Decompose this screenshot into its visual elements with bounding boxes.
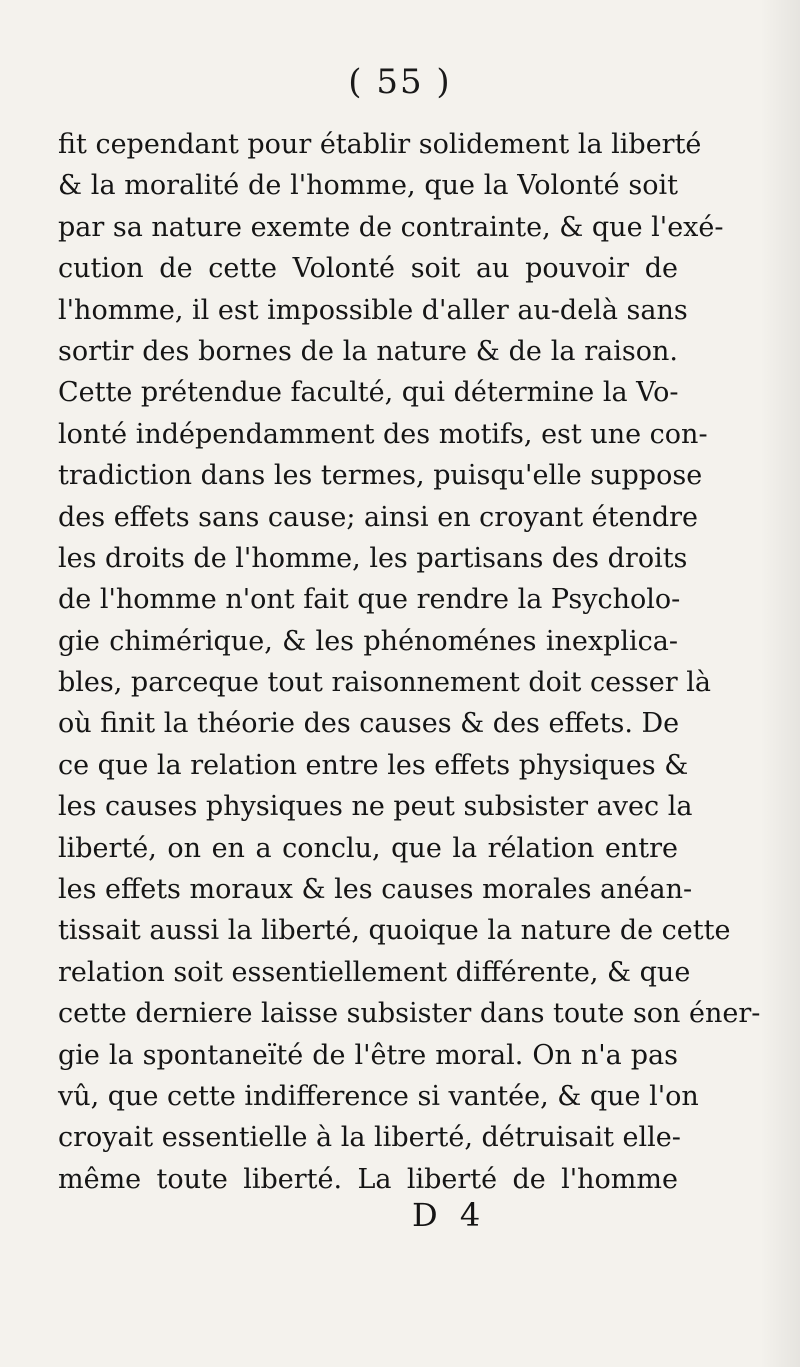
body-text [58,124,761,1200]
text-line: les droits de l'homme, les partisans des droits [58,542,688,574]
text-line: sortir des bornes de la nature & de la raison. [58,335,678,367]
page-number: ( 55 ) [348,62,452,102]
text-line: vû, que cette indifference si vantée, & que l'on [58,1080,699,1112]
text-line: fit cependant pour établir solidement la liberté [58,129,702,160]
text-line: lonté indépendamment des motifs, est une con- [58,418,708,450]
text-line: où finit la théorie des causes & des effets. De [58,708,680,740]
text-line: cette derniere laisse subsister dans toute son éner- [58,998,761,1030]
text-line: relation soit essentiellement différente, & que [58,956,691,988]
text-line: ce que la relation entre les effets physiques & [58,749,689,781]
text-line: liberté, on en a conclu, que la rélation entre [58,832,678,864]
text-line: gie chimérique, & les phénoménes inexplica- [58,625,678,657]
text-line: gie la spontaneïté de l'être moral. On n'a pas [58,1039,678,1071]
page-edge-shadow [760,0,800,1367]
text-line: & la moralité de l'homme, que la Volonté soit [58,170,678,202]
text-line: les effets moraux & les causes morales anéan- [58,874,693,906]
text-line: de l'homme n'ont fait que rendre la Psycholo- [58,584,681,616]
text-line: les causes physiques ne peut subsister avec la [58,791,693,823]
text-line: tissait aussi la liberté, quoique la nature de cette [58,915,731,947]
text-line: l'homme, il est impossible d'aller au-delà sans [58,294,688,326]
text-line: cution de cette Volonté soit au pouvoir de [58,253,678,285]
text-line: des effets sans cause; ainsi en croyant étendre [58,501,698,533]
signature-mark: D 4 [412,1196,487,1234]
text-line: par sa nature exemte de contrainte, & que l'exé- [58,211,724,243]
text-line: même toute liberté. La liberté de l'homme [58,1163,678,1195]
text-line: tradiction dans les termes, puisqu'elle suppose [58,460,703,492]
text-line: bles, parceque tout raisonnement doit cesser là [58,667,711,699]
text-line: Cette prétendue faculté, qui détermine la Vo- [58,377,679,409]
text-line: croyait essentielle à la liberté, détruisait elle- [58,1122,681,1154]
